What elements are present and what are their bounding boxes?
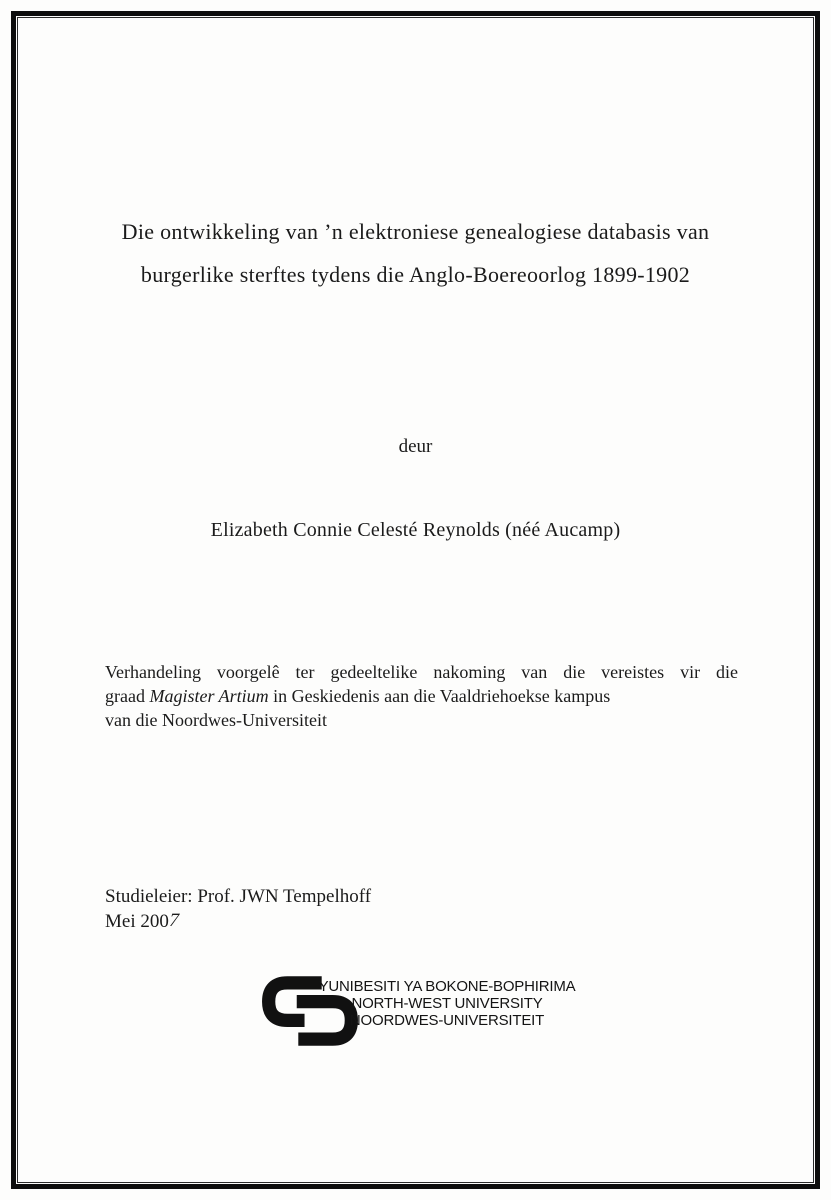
supervisor-block <box>105 884 371 934</box>
university-logo-text <box>312 978 582 1029</box>
author-name: Elizabeth Connie Celesté Reynolds (néé Aucamp) <box>210 519 621 541</box>
degree-statement <box>105 660 738 732</box>
byline: deur <box>398 436 433 457</box>
university-name-afrikaans: NOORDWES-UNIVERSITEIT <box>349 1012 545 1029</box>
thesis-title <box>60 210 771 296</box>
thesis-title-line-2: burgerlike sterftes tydens die Anglo-Boereoorlog 1899-1902 <box>140 262 691 287</box>
date-last-digit: 7 <box>166 910 182 931</box>
supervisor-line: Studieleier: Prof. JWN Tempelhoff <box>105 886 372 907</box>
degree-statement-line-2 <box>105 684 738 708</box>
degree-statement-line-3: van die Noordwes-Universiteit <box>105 710 327 730</box>
degree-statement-line-2-post: in Geskiedenis aan die Vaaldriehoekse kampus <box>268 686 611 706</box>
thesis-title-line-1: Die ontwikkeling van ’n elektroniese genealogiese databasis van <box>121 219 710 244</box>
date-prefix: Mei 200 <box>105 911 169 932</box>
date-line <box>105 909 371 934</box>
degree-name: Magister Artium <box>149 686 269 706</box>
university-name-english: NORTH-WEST UNIVERSITY <box>351 995 543 1012</box>
degree-statement-line-1: Verhandeling voorgelê ter gedeeltelike nakoming van die vereistes vir die <box>105 662 738 682</box>
degree-statement-line-2-pre: graad <box>105 686 150 706</box>
university-logo <box>257 971 587 1051</box>
university-name-setswana: YUNIBESITI YA BOKONE-BOPHIRIMA <box>318 978 576 995</box>
